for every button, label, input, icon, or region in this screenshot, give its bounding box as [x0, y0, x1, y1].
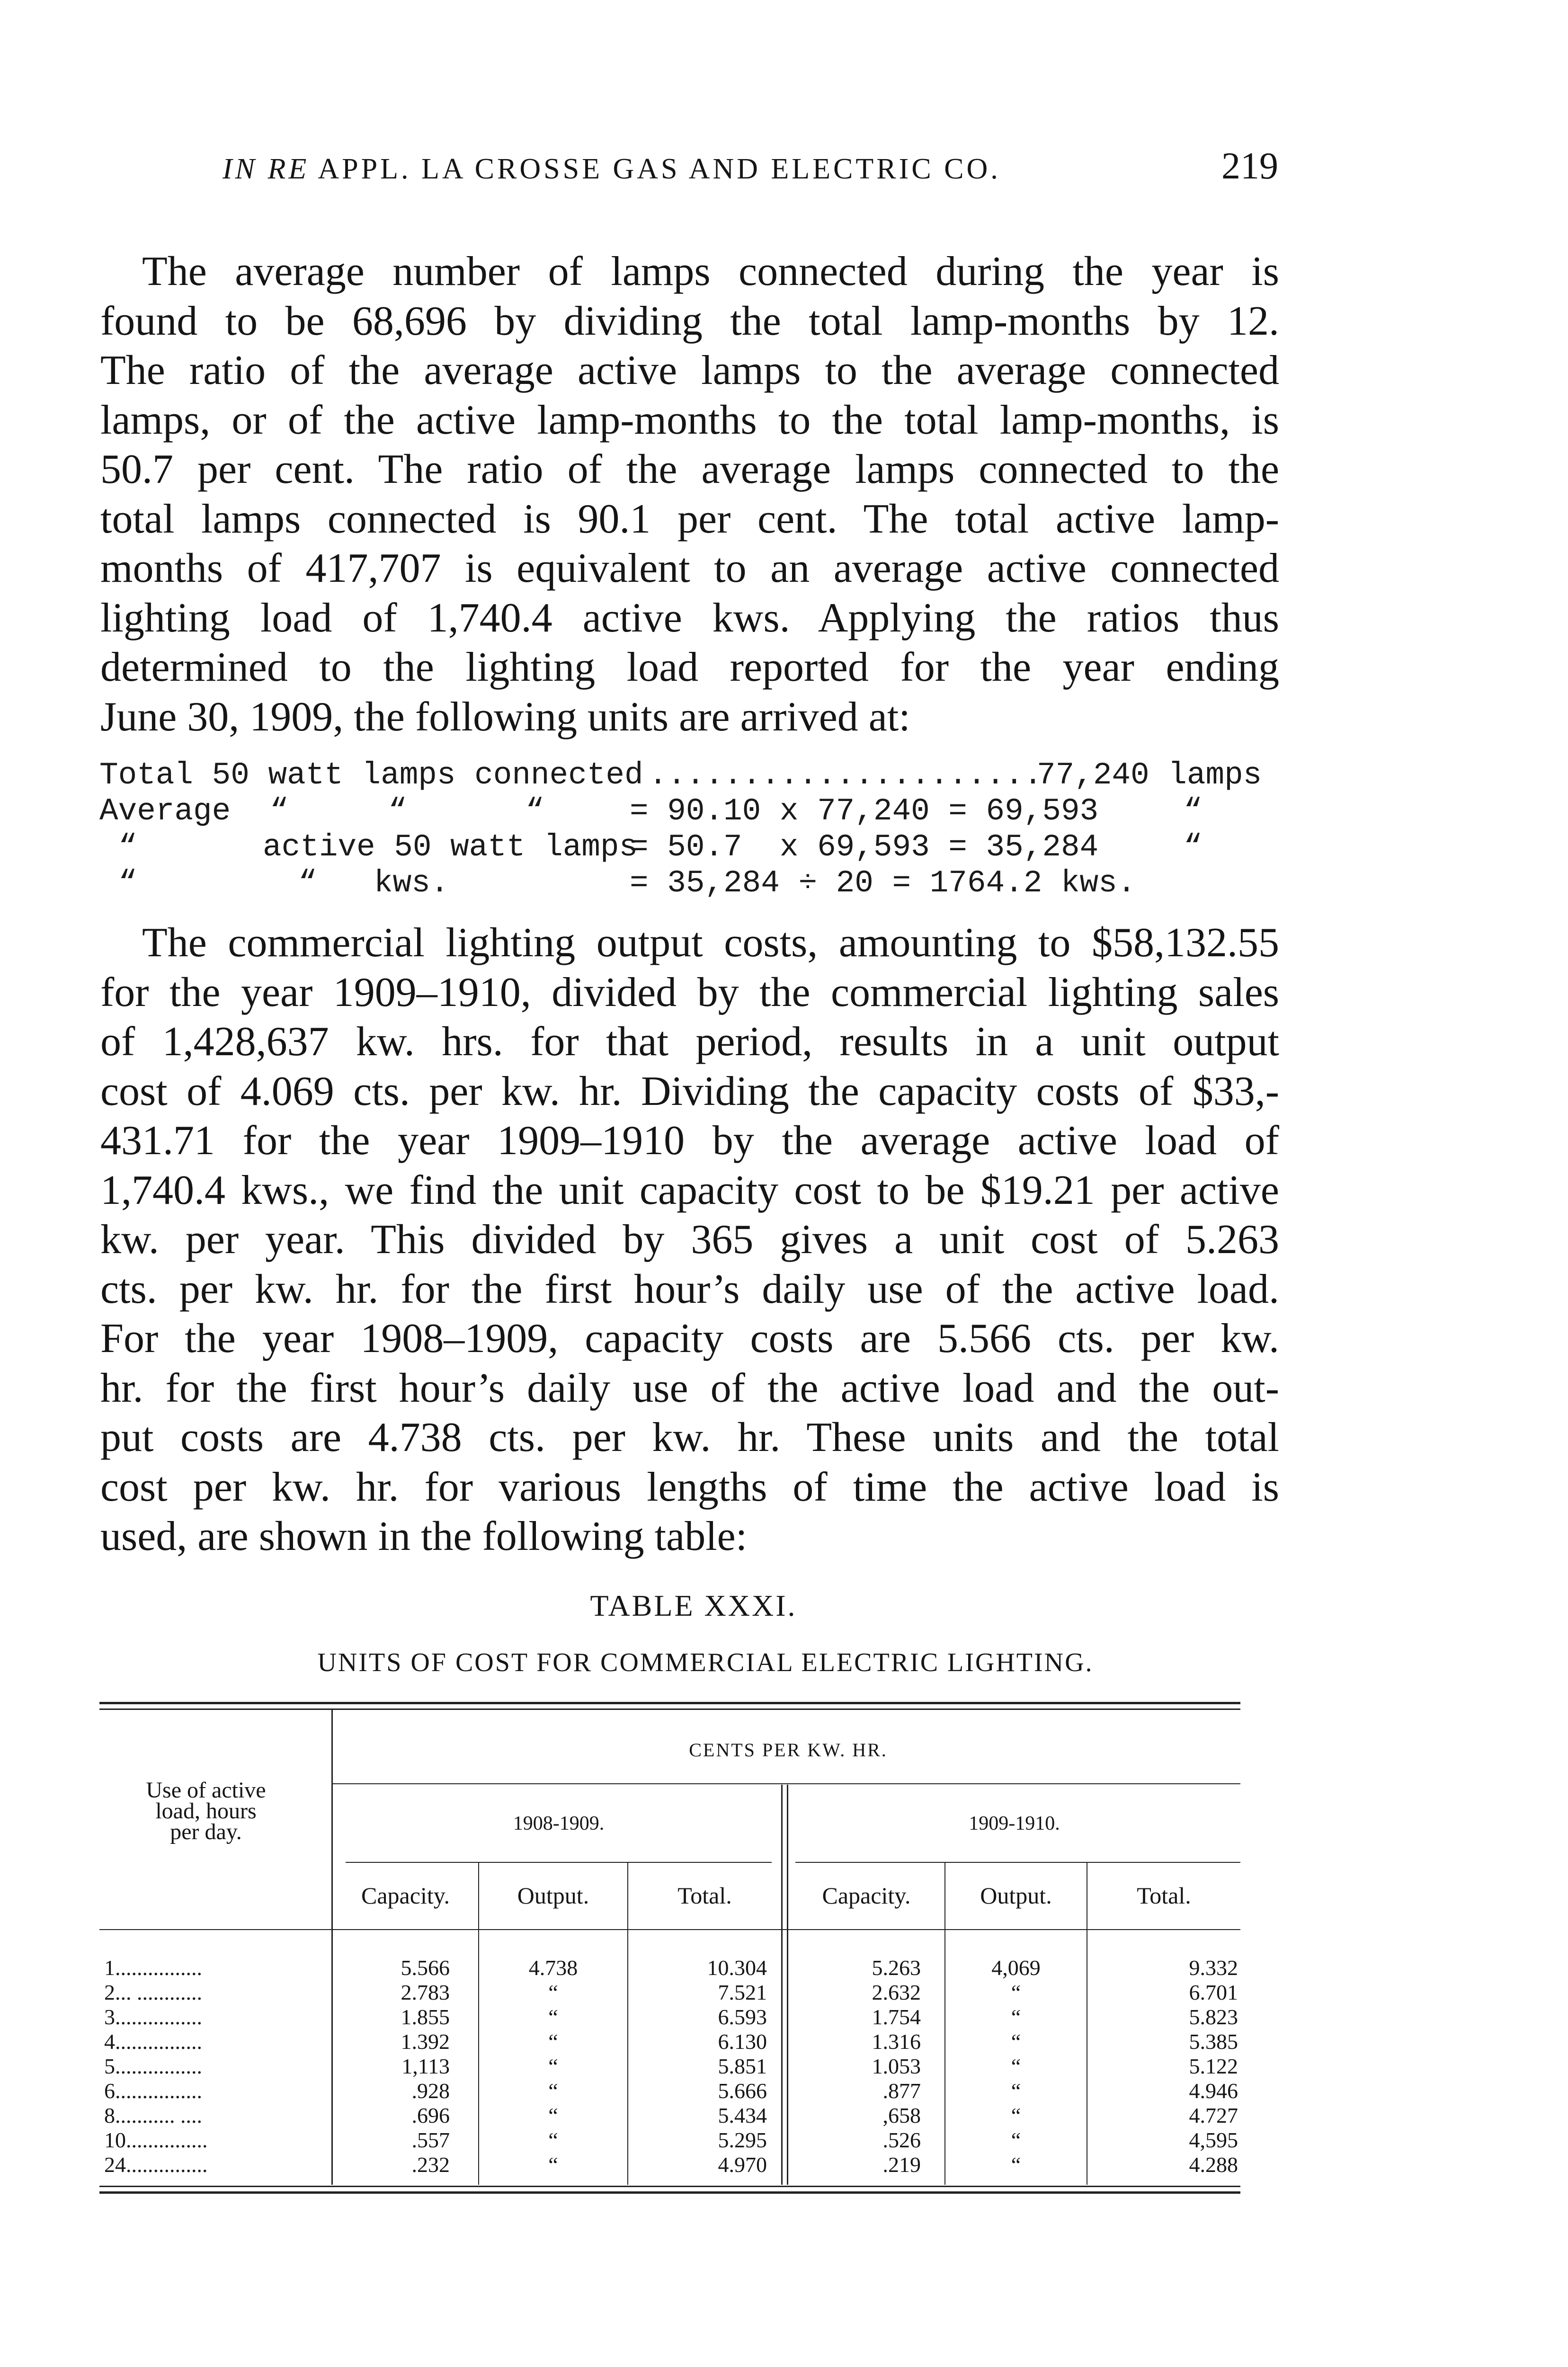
calc-row	[99, 829, 1283, 865]
column-header-total: Total.	[1137, 1882, 1191, 1909]
table-cell-t2: 5.122	[1189, 2054, 1238, 2078]
table-cell-c2: 1.053	[872, 2054, 921, 2078]
table-cell-o2: “	[1011, 2128, 1021, 2152]
row-hours-label: 8........... ....	[104, 2103, 202, 2127]
row-hours-label: 4................	[104, 2029, 202, 2054]
table-top-rule	[99, 1702, 1240, 1704]
spanner-header: CENTS PER KW. HR.	[689, 1739, 888, 1761]
calc-ditto: “	[388, 793, 407, 829]
table-cell-c2: .526	[882, 2128, 921, 2152]
table-top-rule-thin	[99, 1709, 1240, 1710]
table-cell-o2: “	[1011, 2103, 1021, 2127]
table-cell-t2: 6.701	[1189, 1980, 1238, 2004]
table-cell-c1: 5.566	[401, 1956, 450, 1980]
text-line: 1,740.4 kws., we find the unit capacity cost to be $19.21 per active	[100, 1167, 1279, 1213]
stub-header-line: load, hours	[155, 1798, 257, 1824]
text-line: found to be 68,696 by dividing the total lamp-months by 12.	[100, 298, 1279, 344]
period-header: 1909-1910.	[969, 1813, 1060, 1834]
table-cell-c2: 1.316	[872, 2029, 921, 2054]
row-hours-label: 6................	[104, 2079, 202, 2103]
table-subtitle: UNITS OF COST FOR COMMERCIAL ELECTRIC LIGHTING.	[317, 1648, 1094, 1677]
table-cell-t1: 5.434	[718, 2103, 767, 2127]
calc-expression: = 35,284 ÷ 20 = 1764.2 kws.	[630, 865, 1136, 901]
table-cell-c2: ,658	[882, 2103, 921, 2127]
text-line: months of 417,707 is equivalent to an average active connected	[100, 545, 1279, 591]
table-cell-t1: 10.304	[707, 1956, 767, 1980]
table-cell-t1: 6.130	[718, 2029, 767, 2054]
calc-result: 77,240 lamps	[1037, 757, 1262, 793]
calc-ditto: “	[270, 793, 289, 829]
table-cell-t2: 4.727	[1189, 2103, 1238, 2127]
table-cell-o1: “	[548, 2128, 558, 2152]
table-cell-o2: “	[1011, 1980, 1021, 2004]
calc-expression: = 50.7 x 69,593 = 35,284	[630, 829, 1099, 865]
table-cell-c1: .232	[411, 2153, 450, 2177]
text-line: June 30, 1909, the following units are arrived at:	[100, 694, 910, 740]
calc-expression: = 90.10 x 77,240 = 69,593	[630, 793, 1099, 829]
table-cell-t1: 5.666	[718, 2079, 767, 2103]
calc-leader: .....................	[649, 757, 1042, 793]
text-line: cost per kw. hr. for various lengths of time the active load is	[100, 1464, 1279, 1510]
column-header-output: Output.	[517, 1882, 589, 1909]
calc-label: Total 50 watt lamps connected	[99, 757, 643, 793]
table-bottom-rule	[99, 2186, 1240, 2187]
table-cell-t2: 4,595	[1189, 2128, 1238, 2152]
page-header	[142, 145, 1278, 197]
table-cell-c1: .928	[411, 2079, 450, 2103]
text-line: hr. for the first hour’s daily use of the active load and the out-	[100, 1365, 1279, 1411]
table-cell-c1: 1.392	[401, 2029, 450, 2054]
row-hours-label: 5................	[104, 2054, 202, 2078]
calc-label: active 50 watt lamps	[263, 829, 638, 865]
table-cell-c1: 2.783	[401, 1980, 450, 2004]
spanner-rule	[333, 1783, 1240, 1784]
text-line: kw. per year. This divided by 365 gives a unit cost of 5.263	[100, 1217, 1279, 1263]
table-cell-c2: 2.632	[872, 1980, 921, 2004]
period-rule	[346, 1862, 772, 1863]
table-cell-o1: “	[548, 1980, 558, 2004]
row-hours-label: 3................	[104, 2005, 202, 2029]
table-cell-o2: “	[1011, 2079, 1021, 2103]
table-cell-t1: 5.851	[718, 2054, 767, 2078]
period-divider	[787, 1785, 788, 2185]
calc-row	[99, 793, 1283, 829]
text-line: for the year 1909–1910, divided by the commercial lighting sales	[100, 969, 1279, 1015]
table-cell-c1: .696	[411, 2103, 450, 2127]
period-rule	[795, 1862, 1240, 1863]
period-divider	[781, 1785, 783, 2185]
column-header-output: Output.	[980, 1882, 1052, 1909]
table-cell-c2: .877	[882, 2079, 921, 2103]
column-header-capacity: Capacity.	[361, 1882, 450, 1909]
calc-ditto: “	[1184, 829, 1203, 865]
text-line: used, are shown in the following table:	[100, 1513, 748, 1559]
paragraph-lamps	[100, 247, 1279, 742]
table-cell-o2: “	[1011, 2005, 1021, 2029]
column-header-total: Total.	[677, 1882, 732, 1909]
text-line: cts. per kw. hr. for the first hour’s daily use of the active load.	[100, 1266, 1279, 1312]
table-cell-c2: .219	[882, 2153, 921, 2177]
text-line: The average number of lamps connected during the year is	[142, 249, 1279, 294]
running-head	[223, 152, 1193, 186]
text-line: lighting load of 1,740.4 active kws. Applying the ratios thus	[100, 595, 1279, 641]
text-line: 50.7 per cent. The ratio of the average lamps connected to the	[100, 446, 1279, 492]
text-line: determined to the lighting load reported for the year ending	[100, 644, 1279, 690]
text-line: put costs are 4.738 cts. per kw. hr. These units and the total	[100, 1415, 1279, 1460]
table-cell-o1: “	[548, 2054, 558, 2078]
table-cell-t1: 5.295	[718, 2128, 767, 2152]
table-cell-t2: 5.385	[1189, 2029, 1238, 2054]
table-cell-t1: 4.970	[718, 2153, 767, 2177]
stub-divider	[331, 1710, 333, 2185]
table-cell-o1: “	[548, 2103, 558, 2127]
running-head-italic: IN RE	[223, 153, 310, 185]
table-cell-c1: .557	[411, 2128, 450, 2152]
cost-table	[99, 1702, 1240, 2213]
table-cell-o1: “	[548, 2153, 558, 2177]
table-cell-o2: “	[1011, 2054, 1021, 2078]
stub-header-line: Use of active	[146, 1778, 266, 1803]
calc-ditto: “	[118, 865, 137, 901]
row-hours-label: 2... ............	[104, 1980, 202, 2004]
calc-label: kws.	[374, 865, 449, 901]
table-cell-c1: 1,113	[401, 2054, 450, 2078]
table-cell-c2: 1.754	[872, 2005, 921, 2029]
table-cell-t2: 4.946	[1189, 2079, 1238, 2103]
stub-header	[99, 1780, 312, 1842]
row-hours-label: 24...............	[104, 2153, 208, 2177]
calc-ditto: “	[526, 793, 544, 829]
period-header: 1908-1909.	[513, 1813, 605, 1834]
table-cell-o1: “	[548, 2029, 558, 2054]
table-cell-o1: 4.738	[528, 1956, 578, 1980]
lamp-calculation	[99, 757, 1283, 901]
table-cell-c2: 5.263	[872, 1956, 921, 1980]
column-header-capacity: Capacity.	[822, 1882, 911, 1909]
text-line: of 1,428,637 kw. hrs. for that period, results in a unit output	[100, 1019, 1279, 1065]
paragraph-costs	[100, 918, 1279, 1562]
running-head-text: APPL. LA CROSSE GAS AND ELECTRIC CO.	[318, 153, 1001, 185]
calc-ditto: “	[118, 829, 137, 865]
text-line: 431.71 for the year 1909–1910 by the average active load of	[100, 1118, 1279, 1164]
text-line: For the year 1908–1909, capacity costs are 5.566 cts. per kw.	[100, 1316, 1279, 1361]
table-cell-t1: 6.593	[718, 2005, 767, 2029]
table-cell-c1: 1.855	[401, 2005, 450, 2029]
table-cell-t2: 5.823	[1189, 2005, 1238, 2029]
calc-ditto: “	[1184, 793, 1203, 829]
calc-row	[99, 865, 1283, 901]
calc-ditto: “	[298, 865, 317, 901]
text-line: The commercial lighting output costs, amounting to $58,132.55	[142, 920, 1279, 966]
header-bottom-rule	[99, 1929, 1240, 1930]
table-cell-o2: “	[1011, 2153, 1021, 2177]
table-cell-o2: 4,069	[991, 1956, 1041, 1980]
column-divider	[627, 1863, 628, 2185]
text-line: lamps, or of the active lamp-months to the total lamp-months, is	[100, 397, 1279, 443]
table-bottom-rule-thick	[99, 2191, 1240, 2194]
table-cell-o2: “	[1011, 2029, 1021, 2054]
page-number: 219	[1221, 145, 1278, 187]
row-hours-label: 1................	[104, 1956, 202, 1980]
table-cell-o1: “	[548, 2005, 558, 2029]
calc-label: Average	[99, 793, 231, 829]
text-line: The ratio of the average active lamps to the average connected	[100, 347, 1279, 393]
table-cell-t1: 7.521	[718, 1980, 767, 2004]
table-cell-t2: 4.288	[1189, 2153, 1238, 2177]
table-cell-t2: 9.332	[1189, 1956, 1238, 1980]
row-hours-label: 10...............	[104, 2128, 208, 2152]
text-line: total lamps connected is 90.1 per cent. The total active lamp-	[100, 496, 1279, 542]
table-title: TABLE XXXI.	[590, 1589, 797, 1622]
stub-header-line: per day.	[170, 1819, 242, 1844]
text-line: cost of 4.069 cts. per kw. hr. Dividing the capacity costs of $33,-	[100, 1068, 1279, 1114]
table-cell-o1: “	[548, 2079, 558, 2103]
calc-row	[99, 757, 1283, 793]
